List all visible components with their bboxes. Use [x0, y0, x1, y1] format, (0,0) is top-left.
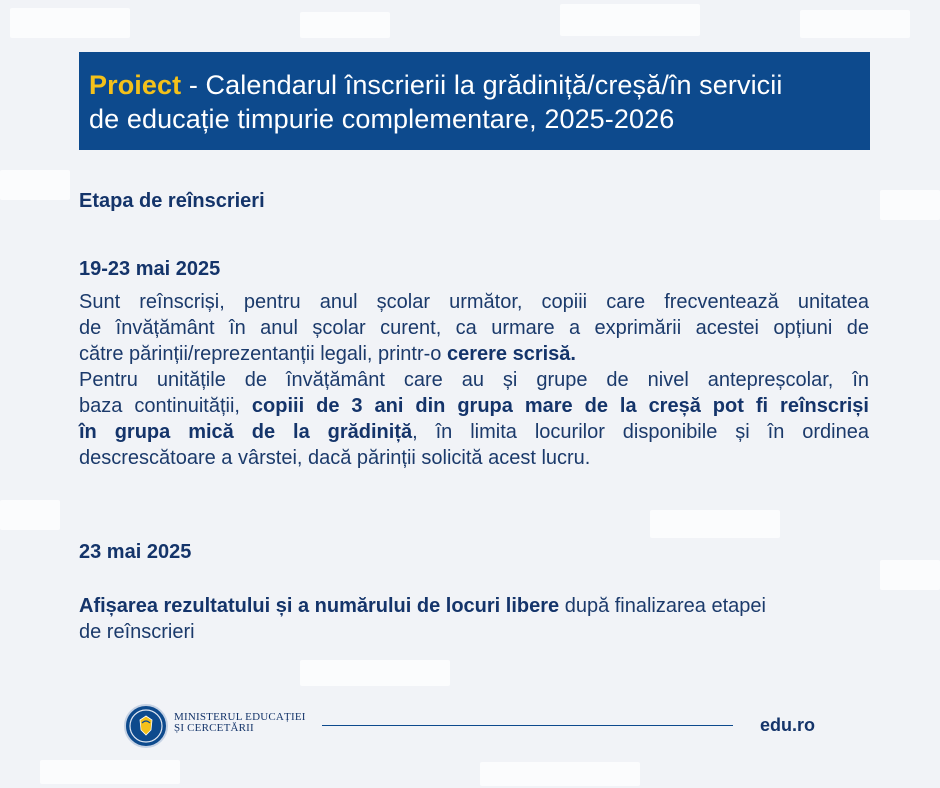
period2-line2: de reînscrieri	[79, 621, 195, 643]
period1-paragraph	[79, 289, 869, 471]
title-line-1	[89, 68, 860, 102]
p2-line3-text: , în limita locurilor disponibile și în ordinea	[412, 421, 869, 443]
title-banner	[79, 52, 870, 150]
period2-text: după finalizarea etapei	[559, 595, 766, 617]
ministry-name	[174, 712, 306, 734]
period2-paragraph	[79, 593, 869, 645]
title-line-2: de educație timpurie complementare, 2025-2026	[89, 104, 675, 134]
ministry-seal-icon	[124, 704, 168, 748]
period2-line1	[79, 593, 869, 619]
p1-line3-text: către părinții/reprezentanții legali, printr-o	[79, 343, 447, 365]
p2-line2-bold: copiii de 3 ani din grupa mare de la creșă pot fi reînscriși	[251, 395, 869, 417]
p2-line2	[79, 393, 869, 419]
ministry-line2: ȘI CERCETĂRII	[174, 722, 254, 734]
p2-line1: Pentru unitățile de învățământ care au și grupe de nivel antepreșcolar, în	[79, 369, 869, 391]
p2-line2-text: baza continuității,	[79, 395, 252, 417]
p1-bold: cerere scrisă.	[446, 343, 576, 365]
ministry-line1: MINISTERUL EDUCAȚIEI	[174, 711, 306, 723]
period2-bold: Afișarea rezultatului și a numărului de locuri libere	[79, 595, 560, 617]
footer-divider	[322, 725, 733, 726]
p2-line4: descrescătoare a vârstei, dacă părinții solicită acest lucru.	[79, 447, 591, 469]
period2-date: 23 mai 2025	[79, 541, 192, 563]
p2-line3	[79, 419, 869, 445]
p1-line2: de învățământ în anul școlar curent, ca urmare a exprimării acestei opțiuni de	[79, 317, 869, 339]
stage-heading: Etapa de reînscrieri	[79, 190, 265, 212]
site-link[interactable]: edu.ro	[760, 715, 816, 735]
p2-line3-bold: în grupa mică de la grădiniță	[79, 421, 413, 443]
title-line1-text: - Calendarul înscrierii la grădiniță/creșă/în servicii	[181, 70, 783, 100]
title-accent: Proiect	[89, 70, 182, 100]
p1-line3	[79, 341, 869, 367]
period1-date: 19-23 mai 2025	[79, 258, 221, 280]
p1-line1: Sunt reînscriși, pentru anul școlar următor, copiii care frecventează unitatea	[79, 291, 869, 313]
